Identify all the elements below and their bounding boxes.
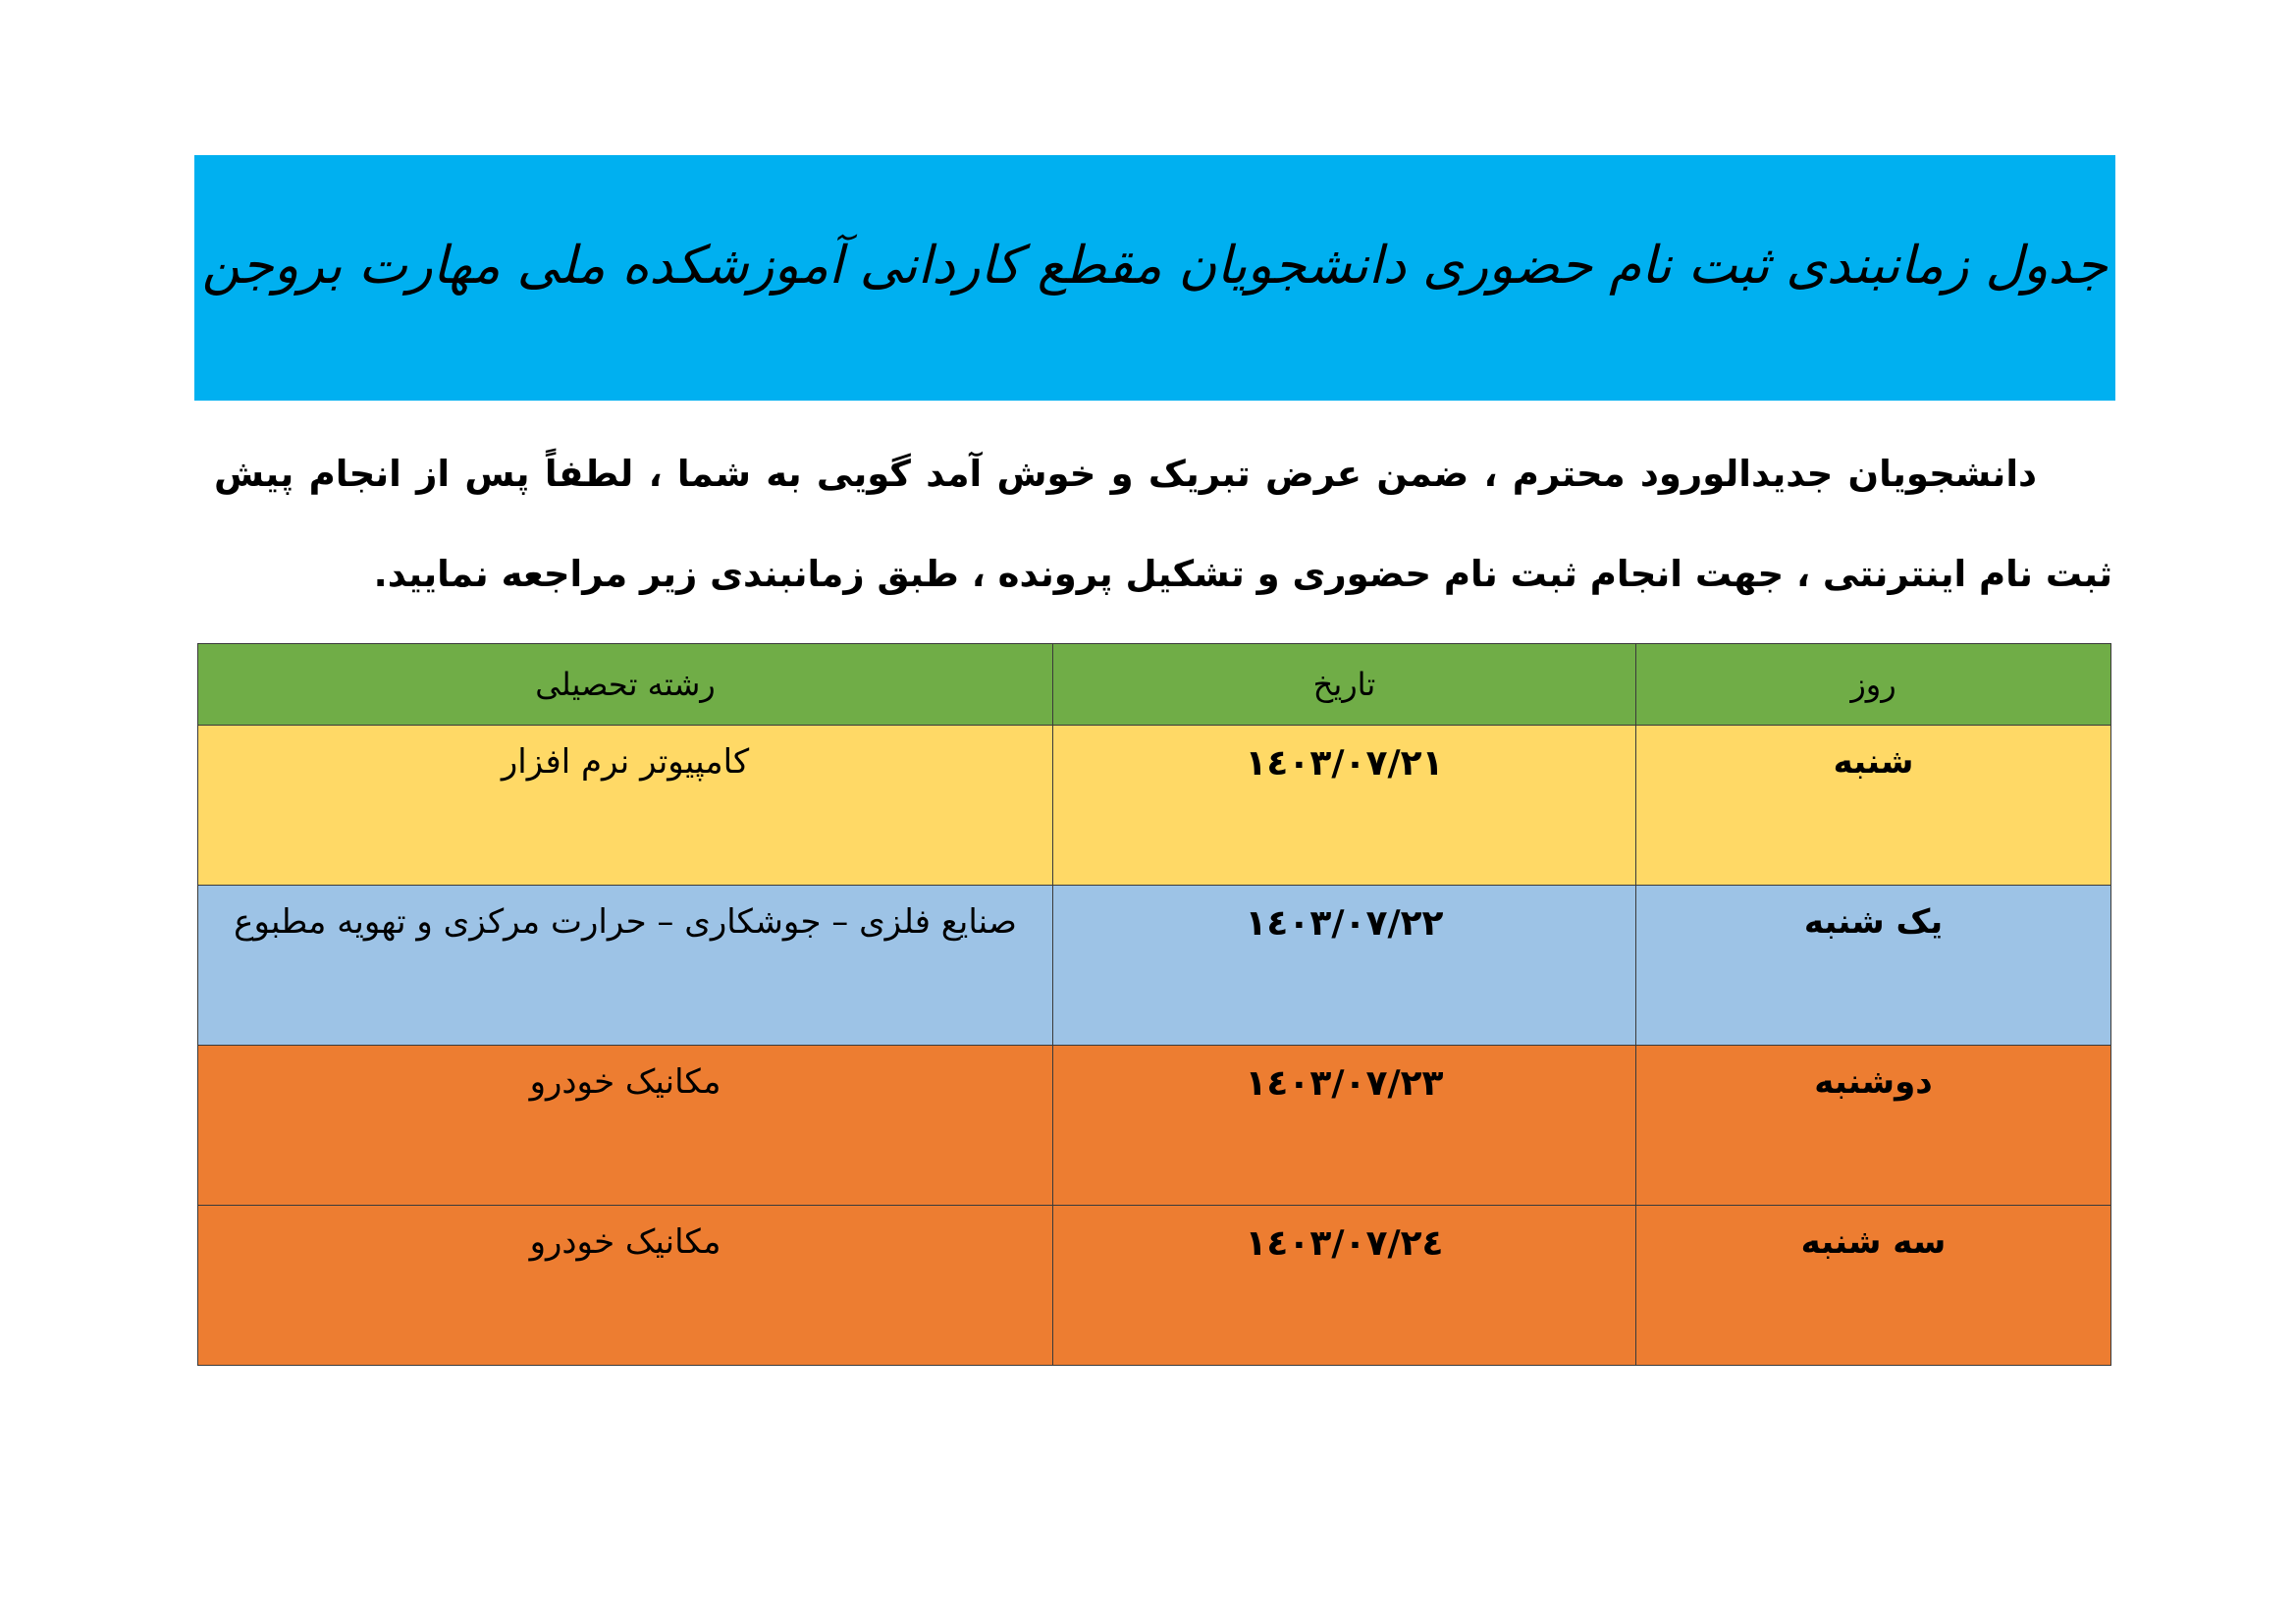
header-field: رشته تحصیلی: [198, 644, 1053, 726]
date-cell: [1053, 886, 1636, 1046]
field-cell: [198, 726, 1053, 886]
date-text: ١٤٠٣/٠٧/٢١: [1245, 743, 1444, 784]
field-text: کامپیوتر نرم افزار: [501, 742, 750, 782]
page-title: جدول زمانبندی ثبت نام حضوری دانشجویان مقطع کاردانی آموزشکده ملی مهارت بروجن: [202, 235, 2108, 296]
field-text: صنایع فلزی – جوشکاری – حرارت مرکزی و تهویه مطبوع: [234, 902, 1017, 942]
table-header-row: [198, 644, 2111, 726]
date-cell: [1053, 1046, 1636, 1206]
day-cell: [1636, 1206, 2111, 1366]
field-text: مکانیک خودرو: [529, 1062, 721, 1102]
day-cell: [1636, 726, 2111, 886]
title-banner: [194, 155, 2115, 401]
date-text: ١٤٠٣/٠٧/٢٢: [1245, 903, 1444, 944]
table-row: [198, 886, 2111, 1046]
day-text: سه شنبه: [1800, 1222, 1947, 1262]
day-text: یک شنبه: [1803, 902, 1944, 942]
day-text: شنبه: [1833, 742, 1914, 782]
date-cell: [1053, 1206, 1636, 1366]
date-cell: [1053, 726, 1636, 886]
day-text: دوشنبه: [1814, 1062, 1933, 1102]
date-text: ١٤٠٣/٠٧/٢٣: [1245, 1063, 1444, 1104]
header-day: روز: [1636, 644, 2111, 726]
field-cell: [198, 886, 1053, 1046]
intro-paragraph: [214, 424, 2112, 624]
field-cell: [198, 1046, 1053, 1206]
table-row: [198, 726, 2111, 886]
day-cell: [1636, 886, 2111, 1046]
date-text: ١٤٠٣/٠٧/٢٤: [1245, 1223, 1444, 1264]
intro-line-2: ثبت نام اینترنتی ، جهت انجام ثبت نام حضوری و تشکیل پرونده ، طبق زمانبندی زیر مراجعه نمایید.: [373, 553, 2112, 595]
header-date: تاریخ: [1053, 644, 1636, 726]
day-cell: [1636, 1046, 2111, 1206]
field-cell: [198, 1206, 1053, 1366]
intro-line-1: دانشجویان جدیدالورود محترم ، ضمن عرض تبریک و خوش آمد گویی به شما ، لطفاً پس از انجام پیش: [214, 453, 2037, 495]
table-row: [198, 1206, 2111, 1366]
schedule-table: [197, 643, 2111, 1366]
field-text: مکانیک خودرو: [529, 1222, 721, 1262]
table-row: [198, 1046, 2111, 1206]
